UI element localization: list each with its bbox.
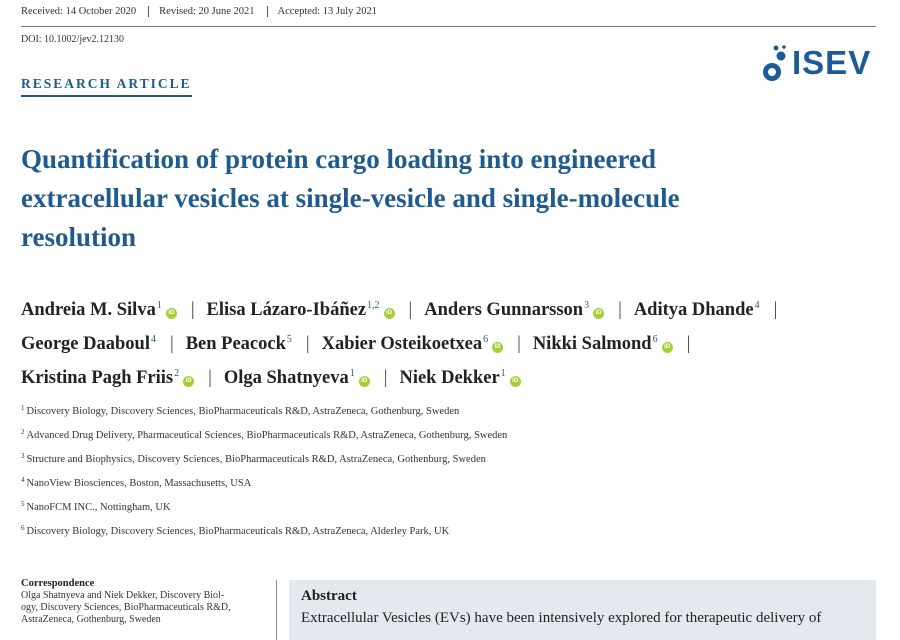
abstract-box (289, 580, 876, 640)
affiliation-number: 4 (21, 476, 25, 484)
article-type-label: RESEARCH ARTICLE (21, 76, 192, 97)
affiliation-item (21, 404, 507, 428)
affiliation-text: Advanced Drug Delivery, Pharmaceutical Sciences, BioPharmaceuticals R&D, AstraZeneca, Gothenburg, Sweden (26, 430, 508, 441)
correspondence-block (21, 578, 266, 626)
affiliation-marker: 1,2 (367, 300, 380, 311)
author-list (21, 291, 891, 393)
author-name (21, 359, 194, 393)
affiliation-item (21, 524, 507, 548)
author-name-text: Kristina Pagh Friis (21, 368, 174, 388)
author-name (186, 325, 292, 359)
affiliation-number: 3 (21, 452, 25, 460)
author-name-text: Anders Gunnarsson (424, 300, 584, 320)
author-name-text: Nikki Salmond (532, 334, 652, 354)
author-separator: | (305, 334, 310, 354)
author-separator: | (169, 334, 174, 354)
revised-date: Revised: 20 June 2021 (148, 6, 266, 17)
journal-logo-text: ISEV (792, 44, 872, 81)
orcid-icon[interactable]: iD (384, 308, 395, 319)
author-name (399, 359, 520, 393)
author-name-text: Ben Peacock (185, 334, 286, 354)
affiliation-item (21, 428, 507, 452)
affiliation-text: Discovery Biology, Discovery Sciences, BioPharmaceuticals R&D, AstraZeneca, Gothenburg, Sweden (26, 406, 460, 417)
author-name (21, 291, 177, 325)
author-name (322, 325, 503, 359)
correspondence-line: AstraZeneca, Gothenburg, Sweden (21, 614, 161, 625)
accepted-date: Accepted: 13 July 2021 (267, 6, 389, 17)
affiliation-marker: 6 (652, 334, 658, 345)
orcid-icon[interactable]: iD (510, 376, 521, 387)
author-name (207, 291, 395, 325)
orcid-icon[interactable]: iD (492, 342, 503, 353)
author-name-text: Olga Shatnyeva (223, 368, 349, 388)
orcid-icon[interactable]: iD (359, 376, 370, 387)
author-separator: | (618, 300, 622, 320)
orcid-icon[interactable]: iD (593, 308, 604, 319)
author-separator: | (773, 300, 778, 320)
author-name-text: Xabier Osteikoetxea (321, 334, 483, 354)
affiliation-number: 6 (21, 524, 25, 532)
author-name (533, 325, 673, 359)
affiliation-marker: 4 (754, 300, 760, 311)
abstract-title: Abstract (301, 588, 357, 604)
author-name (224, 359, 370, 393)
affiliation-item (21, 500, 507, 524)
author-separator: | (517, 334, 521, 354)
article-title: Quantification of protein cargo loading into engineered extracellular vesicles at single-vesicle and single-molecule resolution (21, 144, 680, 252)
author-separator: | (408, 300, 413, 320)
author-separator: | (208, 368, 212, 388)
column-divider (276, 580, 277, 640)
affiliation-marker: 1 (156, 300, 162, 311)
author-name-text: Elisa Lázaro-Ibáñez (206, 300, 367, 320)
affiliation-marker: 3 (584, 300, 590, 311)
author-separator: | (383, 368, 388, 388)
orcid-icon[interactable]: iD (183, 376, 194, 387)
author-name (21, 325, 156, 359)
author-name-text: George Daaboul (21, 334, 150, 354)
affiliation-text: Discovery Biology, Discovery Sciences, BioPharmaceuticals R&D, AstraZeneca, Alderley Park, UK (26, 526, 450, 537)
orcid-icon[interactable]: iD (662, 342, 673, 353)
affiliation-marker: 5 (286, 334, 292, 345)
correspondence-line: Olga Shatnyeva and Niek Dekker, Discovery Biol- (21, 590, 225, 601)
doi-link[interactable]: DOI: 10.1002/jev2.12130 (21, 34, 125, 45)
correspondence-line: ogy, Discovery Sciences, BioPharmaceuticals R&D, (21, 602, 231, 613)
affiliation-marker: 4 (150, 334, 156, 345)
correspondence-title: Correspondence (21, 578, 95, 589)
orcid-icon[interactable]: iD (166, 308, 177, 319)
author-name (634, 291, 760, 325)
affiliation-item (21, 452, 507, 476)
author-name-text: Aditya Dhande (633, 300, 754, 320)
author-name-text: Andreia M. Silva (21, 300, 156, 320)
received-date: Received: 14 October 2020 (21, 6, 137, 17)
affiliation-marker: 1 (349, 368, 355, 379)
abstract-text: Extracellular Vesicles (EVs) have been intensively explored for therapeutic delivery of (301, 610, 822, 626)
affiliation-list (21, 404, 507, 548)
affiliation-text: Structure and Biophysics, Discovery Sciences, BioPharmaceuticals R&D, AstraZeneca, Gothenburg, Sweden (26, 454, 486, 465)
affiliation-marker: 2 (174, 368, 180, 379)
affiliation-number: 1 (21, 404, 25, 412)
author-separator: | (686, 334, 691, 354)
affiliation-number: 2 (21, 428, 25, 436)
affiliation-number: 5 (21, 500, 25, 508)
author-name (424, 291, 604, 325)
publication-dates (21, 6, 389, 17)
affiliation-text: NanoView Biosciences, Boston, Massachusetts, USA (26, 478, 252, 489)
affiliation-item (21, 476, 507, 500)
affiliation-marker: 1 (500, 368, 506, 379)
affiliation-marker: 6 (483, 334, 489, 345)
author-separator: | (190, 300, 195, 320)
author-name-text: Niek Dekker (399, 368, 500, 388)
header-divider (21, 26, 876, 27)
affiliation-text: NanoFCM INC., Nottingham, UK (26, 502, 171, 513)
